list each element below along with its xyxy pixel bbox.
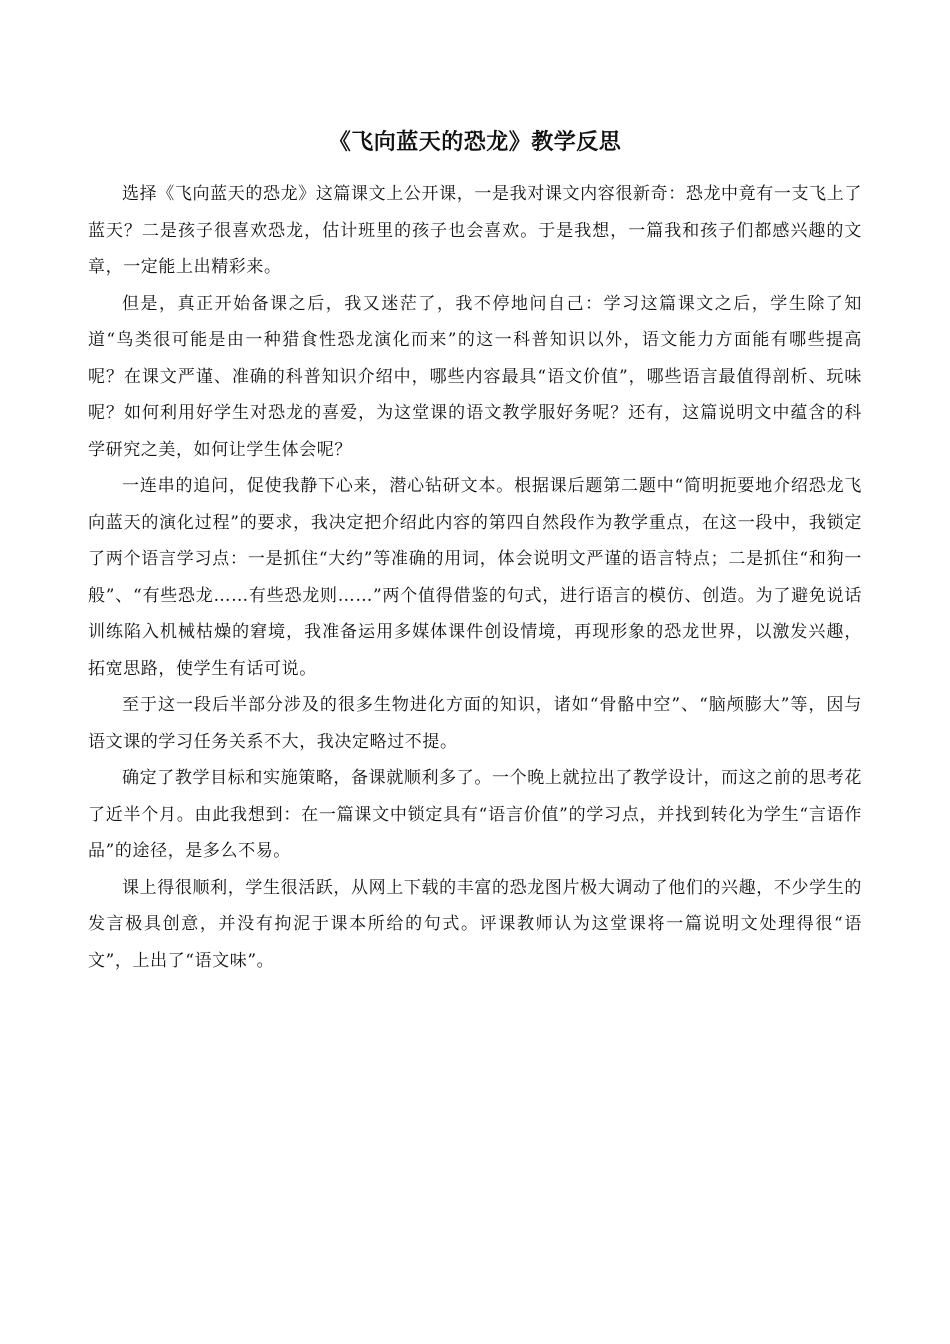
paragraph-2: 但是，真正开始备课之后，我又迷茫了，我不停地问自己：学习这篇课文之后，学生除了知道“鸟类很可能是由一种猎食性恐龙演化而来”的这一科普知识以外，语文能力方面能有哪些提高呢？在课文严谨、准确的科普知识介绍中，哪些内容最具“语文价值”，哪些语言最值得剖析、玩味呢？如何利用好学生对恐龙的喜爱，为这堂课的语文教学服好务呢？还有，这篇说明文中蕴含的科学研究之美，如何让学生体会呢？: [88, 293, 862, 460]
paragraph-3: 一连串的追问，促使我静下心来，潜心钻研文本。根据课后题第二题中“简明扼要地介绍恐龙飞向蓝天的演化过程”的要求，我决定把介绍此内容的第四自然段作为教学重点，在这一段中，我锁定了两个语言学习点：一是抓住“大约”等准确的用词，体会说明文严谨的语言特点；二是抓住“和狗一般”、“有些恐龙……有些恐龙则……”两个值得借鉴的句式，进行语言的模仿、创造。为了避免说话训练陷入机械枯燥的窘境，我准备运用多媒体课件创设情境，再现形象的恐龙世界，以激发兴趣，拓宽思路，使学生有话可说。: [88, 476, 862, 679]
page-title: 《飞向蓝天的恐龙》教学反思: [328, 129, 622, 155]
paragraph-6: 课上得很顺利，学生很活跃，从网上下载的丰富的恐龙图片极大调动了他们的兴趣，不少学生的发言极具创意，并没有拘泥于课本所给的句式。评课教师认为这堂课将一篇说明文处理得很“语文”，上出了“语文味”。: [88, 877, 862, 971]
paragraph-4: 至于这一段后半部分涉及的很多生物进化方面的知识，诸如“骨骼中空”、“脑颅膨大”等，因与语文课的学习任务关系不大，我决定略过不提。: [88, 695, 862, 752]
document-body: [88, 176, 862, 979]
paragraph-1: 选择《飞向蓝天的恐龙》这篇课文上公开课，一是我对课文内容很新奇：恐龙中竟有一支飞上了蓝天？二是孩子很喜欢恐龙，估计班里的孩子也会喜欢。于是我想，一篇我和孩子们都感兴趣的文章，一定能上出精彩来。: [88, 184, 862, 277]
paragraph-5: 确定了教学目标和实施策略，备课就顺利多了。一个晚上就拉出了教学设计，而这之前的思考花了近半个月。由此我想到：在一篇课文中锁定具有“语言价值”的学习点，并找到转化为学生“言语作品”的途径，是多么不易。: [88, 768, 862, 861]
